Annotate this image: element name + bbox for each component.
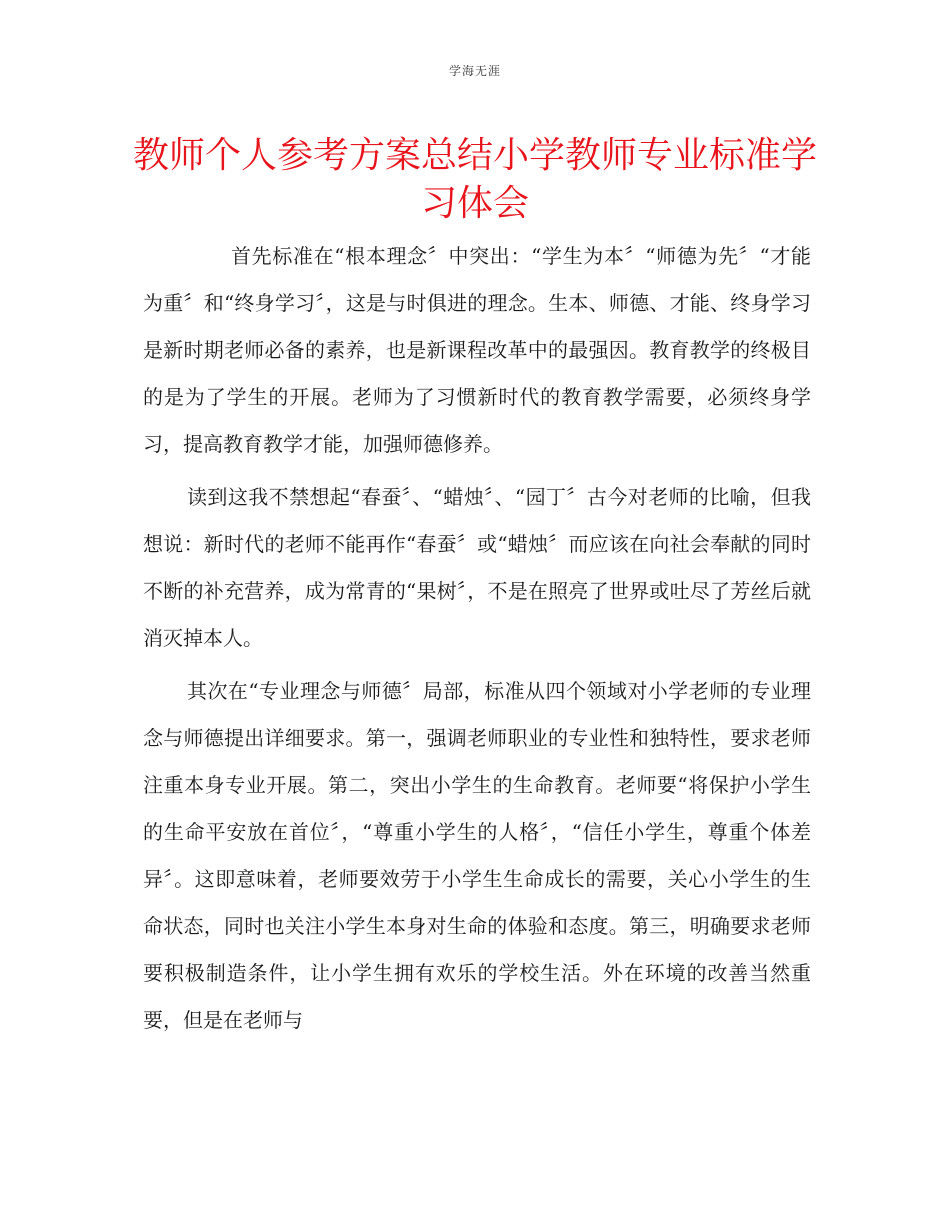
paragraph-1: 首先标准在“根本理念〞中突出：“学生为本〞“师德为先〞“才能为重〞和“终身学习〞，这是与时俱进的理念。生本、师德、才能、终身学习是新时期老师必备的素养，也是新课程改革中的最强因。教育教学的终极目的是为了学生的开展。老师为了习惯新时代的教育教学需要，必须终身学习，提高教育教学才能，加强师德修养。 (143, 244, 811, 456)
document-body (143, 233, 811, 1050)
paragraph-3: 其次在“专业理念与师德〞局部，标准从四个领域对小学老师的专业理念与师德提出详细要求。第一，强调老师职业的专业性和独特性，要求老师注重本身专业开展。第二，突出小学生的生命教育。老师要“将保护小学生的生命平安放在首位〞，“尊重小学生的人格〞，“信任小学生，尊重个体差异〞。这即意味着，老师要效劳于小学生生命成长的需要，关心小学生的生命状态，同时也关注小学生本身对生命的体验和态度。第三，明确要求老师要积极制造条件，让小学生拥有欢乐的学校生活。外在环境的改善当然重要，但是在老师与 (143, 679, 811, 1032)
paragraph-2: 读到这我不禁想起“春蚕〞、“蜡烛〞、“园丁〞古今对老师的比喻，但我想说：新时代的老师不能再作“春蚕〞或“蜡烛〞而应该在向社会奉献的同时不断的补充营养，成为常青的“果树〞，不是在照亮了世界或吐尽了芳丝后就消灭掉本人。 (143, 485, 811, 650)
document-title: 教师个人参考方案总结小学教师专业标准学习体会 (132, 135, 817, 224)
page-header: 学海无涯 (448, 64, 501, 78)
